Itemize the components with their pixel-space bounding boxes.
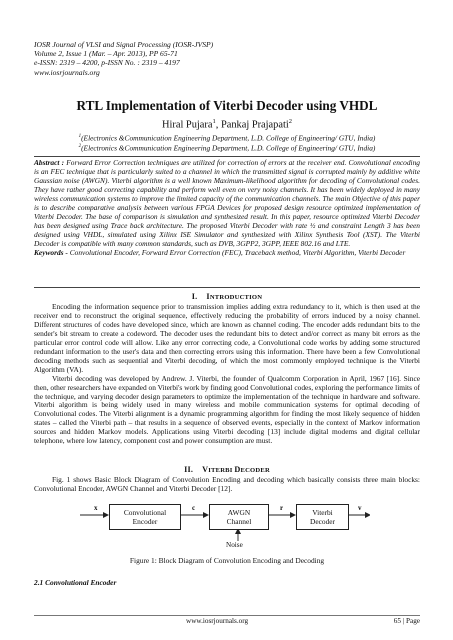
author-name: Pankaj Prajapati bbox=[220, 119, 289, 131]
abstract-label: Abstract : bbox=[34, 158, 65, 167]
author-name: Hiral Pujara bbox=[161, 119, 213, 131]
introduction-body bbox=[34, 303, 420, 446]
page-number: 65 | Page bbox=[393, 617, 420, 625]
viterbi-decoder-body bbox=[34, 476, 420, 494]
affiliation-line bbox=[34, 133, 420, 143]
abstract-top-rule bbox=[34, 156, 420, 157]
subsection-heading: 2.1 Convolutional Encoder bbox=[34, 578, 117, 587]
section-title-initial: D bbox=[234, 465, 241, 474]
block-label: Encoder bbox=[132, 517, 158, 526]
author-superscript: 1 bbox=[212, 118, 216, 125]
block-label: Convolutional bbox=[123, 508, 167, 517]
paragraph: Encoding the information sequence prior to transmission implies adding extra redundancy to it, which is then used at the receiver end to reconstruct the original sequence, effectively reducing the probability of errors induced by a noisy channel. Different structures of codes have developed since, which are known as channel coding. The encoder adds redundant bits to the sender's bit stream to create a codeword. The decoder uses the redundant bits to detect and/or correct as many bit errors as the particular error control code will allow. Like any error correcting code, a Convolutional code works by adding some structured redundant information to the user's data and then correcting errors using this information. There have been a few Convolutional decoding methods such as sequential and Viterbi decoding, of which the most commonly employed technique is the Viterbi Algorithm (VA). bbox=[34, 302, 420, 374]
affiliation-line bbox=[34, 143, 420, 153]
section-title-rest: ITERBI bbox=[208, 467, 235, 474]
signal-label-v: v bbox=[358, 504, 362, 512]
block-diagram-figure bbox=[80, 503, 370, 553]
footer-url[interactable]: www.iosrjournals.org bbox=[186, 617, 249, 625]
section-number: I. bbox=[191, 292, 198, 301]
paper-title: RTL Implementation of Viterbi Decoder using VHDL bbox=[76, 98, 378, 113]
author-list bbox=[34, 118, 420, 130]
block-label: Decoder bbox=[309, 517, 336, 526]
section-heading-introduction bbox=[34, 292, 420, 301]
section-title-initial: V bbox=[202, 465, 209, 474]
signal-label-r: r bbox=[280, 504, 284, 512]
page-footer bbox=[34, 615, 420, 627]
noise-label: Noise bbox=[226, 541, 243, 549]
section-number: II. bbox=[184, 465, 194, 474]
awgn-channel-block bbox=[209, 504, 269, 530]
abstract-block bbox=[34, 159, 420, 257]
keywords-label: Keywords - bbox=[34, 247, 68, 257]
abstract-bottom-rule bbox=[34, 287, 420, 288]
abstract-text: Forward Error Correction techniques are utilized for correction of errors at the receiver end. Convolutional encoding is an FEC technique that is particularly suited to a channel in which the transmitted signal is corrupted mainly by additive white Gaussian noise (AWGN). Viterbi algorithm is a well known Maximum-likelihood algorithm for decoding of Convolutional codes. They have rather good correcting capability and perform well even on very noisy channels. It has been widely deployed in many wireless communication systems to improve the limited capacity of the communication channels. The main Objective of this paper is to describe comparative analysis between various FPGA Devices for proposed design resource optimized implementation of Viterbi Decoder. The base of comparison is simulation and synthesized result. In this paper, resource optimized Viterbi Decoder has been designed using Trace back architecture. The proposed Viterbi Decoder with rate ½ and constraint Length 3 has been designed using VHDL, simulated using Xilinx ISE Simulator and synthesized with Xilinx Synthesis Tool (XST). The Viterbi Decoder is compatible with many common standards, such as DVB, 3GPP2, 3GPP, IEEE 802.16 and LTE. bbox=[34, 158, 421, 248]
section-title-initial: I bbox=[206, 292, 210, 301]
paragraph: Fig. 1 shows Basic Block Diagram of Convolution Encoding and decoding which basically consists three main blocks: Convolutional Encoder, AWGN Channel and Viterbi Decoder [12]. bbox=[34, 475, 420, 493]
viterbi-decoder-block bbox=[296, 504, 349, 530]
block-label: AWGN bbox=[227, 508, 251, 517]
affiliation-sup: 2 bbox=[78, 144, 82, 150]
section-title-rest: ECODER bbox=[240, 467, 270, 474]
block-label: Viterbi bbox=[312, 508, 333, 517]
journal-website[interactable]: www.iosrjournals.org bbox=[34, 67, 100, 77]
signal-label-c: c bbox=[192, 504, 196, 512]
block-label: Channel bbox=[226, 517, 252, 526]
journal-name: IOSR Journal of VLSI and Signal Processing (IOSR-JVSP) bbox=[34, 40, 214, 49]
affiliation-text: (Electronics &Communication Engineering Department, L.D. College of Engineering/ GTU, India) bbox=[81, 133, 376, 143]
journal-header bbox=[34, 40, 424, 77]
figure-caption: Figure 1: Block Diagram of Convolution Encoding and Decoding bbox=[129, 556, 325, 565]
section-title-rest: NTRODUCTION bbox=[209, 294, 263, 301]
affiliation-text: (Electronics &Communication Engineering Department, L.D. College of Engineering/ GTU, India) bbox=[81, 143, 376, 153]
author-separator: , bbox=[215, 119, 221, 131]
journal-volume: Volume 2, Issue 1 (Mar. – Apr. 2013), PP 65-71 bbox=[34, 49, 178, 59]
author-superscript: 2 bbox=[288, 118, 292, 125]
paragraph: Viterbi decoding was developed by Andrew. J. Viterbi, the founder of Qualcomm Corporation in April, 1967 [16]. Since then, other researchers have expanded on Viterbi's work by finding good Convolutional codes, exploring the performance limits of the technique, and varying decoder design parameters to optimize the implementation of the technique in hardware and software. Viterbi algorithm is being widely used in many wireless and mobile communication systems for optimal decoding of Convolutional codes. The Viterbi alignment is a dynamic programming algorithm for finding the most likely sequence of hidden states – called the Viterbi path – that results in a sequence of observed events, especially in the context of Markov information sources and hidden Markov models. Applications using Viterbi decoding [13] include digital modems and digital cellular telephone, where low latency, component cost and power consumption are must. bbox=[34, 373, 420, 446]
affiliations bbox=[34, 133, 420, 154]
section-heading-viterbi-decoder bbox=[34, 465, 420, 474]
journal-issn: e-ISSN: 2319 – 4200, p-ISSN No. : 2319 – 4197 bbox=[34, 58, 180, 68]
signal-label-x: x bbox=[94, 504, 98, 512]
keywords-text: Convolutional Encoder, Forward Error Correction (FEC), Traceback method, Viterbi Algorithm, Viterbi Decoder bbox=[67, 247, 406, 257]
convolutional-encoder-block bbox=[109, 504, 181, 530]
affiliation-sup: 1 bbox=[78, 134, 82, 139]
